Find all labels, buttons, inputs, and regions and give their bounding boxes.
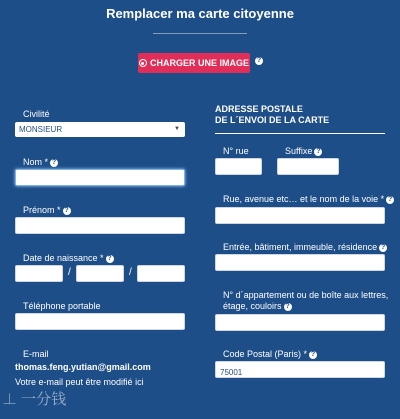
cp-value: 75001	[220, 368, 243, 377]
cp-label: Code Postal (Paris) * ?	[223, 349, 316, 359]
help-icon: ?	[107, 255, 112, 262]
telephone-label: Téléphone portable	[23, 301, 101, 311]
watermark: ⊥ 一分钱	[2, 391, 67, 408]
email-note: Votre e-mail peut être modifié ici	[15, 377, 144, 387]
civilite-label: Civilité	[23, 109, 50, 119]
help-icon: ?	[380, 244, 386, 251]
entree-input[interactable]	[215, 254, 385, 271]
help-icon: ?	[285, 303, 290, 310]
help-icon: ?	[310, 351, 316, 358]
prenom-input[interactable]	[15, 217, 185, 234]
address-section-title: ADRESSE POSTALE DE L´ENVOI DE LA CARTE	[215, 104, 330, 125]
appt-input[interactable]	[215, 314, 385, 331]
suffixe-label: Suffixe ?	[285, 146, 321, 156]
page-title: Remplacer ma carte citoyenne	[106, 6, 294, 21]
upload-button-label: CHARGER UNE IMAGE	[149, 58, 249, 68]
civilite-select[interactable]	[15, 122, 185, 137]
email-label: E-mail	[23, 349, 49, 359]
birth-month-input[interactable]	[76, 265, 124, 282]
help-icon: ?	[316, 148, 321, 155]
rue-input[interactable]	[215, 207, 385, 224]
help-icon: ?	[64, 207, 69, 214]
rue-label: Rue, avenue etc… et le nom de la voie * ?	[223, 194, 393, 204]
nom-label: Nom * ?	[23, 157, 57, 167]
address-section-divider	[215, 133, 385, 134]
telephone-input[interactable]	[15, 313, 185, 330]
help-icon: ?	[51, 159, 57, 166]
date-separator: /	[129, 267, 132, 278]
email-value: thomas.feng.yutian@gmail.com	[15, 362, 151, 372]
date-separator: /	[68, 267, 71, 278]
naissance-label: Date de naissance * ?	[23, 253, 112, 263]
prenom-label: Prénom * ?	[23, 205, 69, 215]
civilite-selected: MONSIEUR	[19, 125, 63, 134]
suffixe-input[interactable]	[277, 158, 339, 175]
nom-input[interactable]	[15, 169, 185, 186]
help-icon: ?	[387, 196, 393, 203]
title-divider	[153, 33, 247, 34]
nrue-label: N° rue	[223, 146, 249, 156]
camera-icon	[139, 59, 147, 67]
birth-day-input[interactable]	[15, 265, 63, 282]
help-icon[interactable]: ?	[256, 57, 262, 64]
birth-year-input[interactable]	[137, 265, 185, 282]
email-edit-link[interactable]: ici	[135, 377, 144, 387]
appt-label: N° d´appartement ou de boîte aux lettres, étage, couloirs ?	[223, 290, 389, 311]
nrue-input[interactable]	[215, 158, 262, 175]
cp-input[interactable]	[215, 361, 385, 378]
entree-label: Entrée, bâtiment, immeuble, résidence ?	[223, 242, 386, 252]
upload-image-button[interactable]	[138, 53, 250, 73]
chevron-down-icon: ▼	[174, 126, 180, 132]
